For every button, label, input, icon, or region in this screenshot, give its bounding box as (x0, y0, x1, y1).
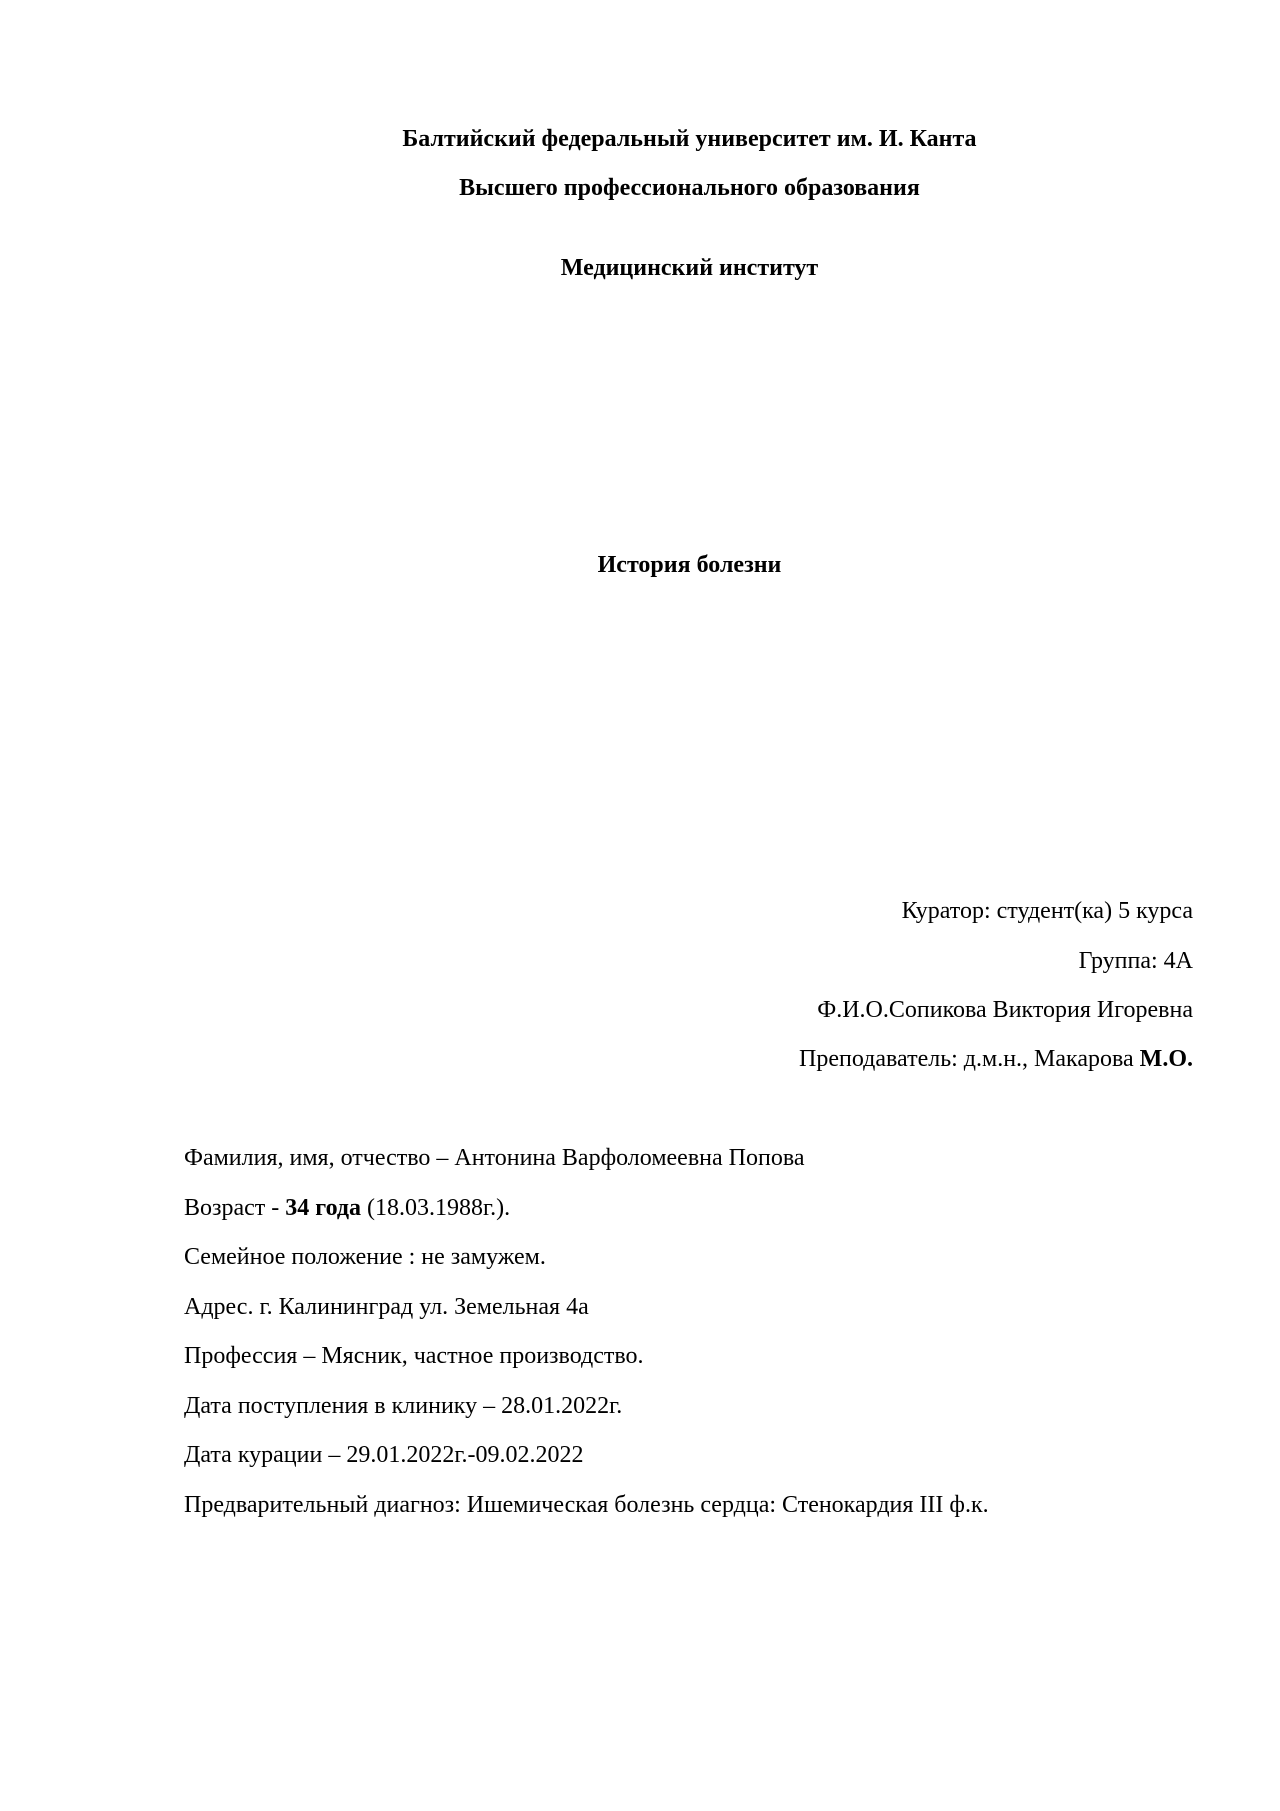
document-title: История болезни (597, 552, 782, 578)
institute-name: Медицинский институт (560, 255, 819, 281)
patient-profession: Профессия – Мясник, частное производство. (184, 1343, 644, 1369)
age-value: 34 года (285, 1195, 362, 1221)
preliminary-diagnosis: Предварительный диагноз: Ишемическая болезнь сердца: Стенокардия III ф.к. (184, 1492, 989, 1518)
teacher-line (799, 1044, 1193, 1074)
curator-line: Куратор: студент(ка) 5 курса (901, 898, 1193, 924)
curator-name: Ф.И.О.Сопикова Виктория Игоревна (817, 997, 1193, 1023)
curation-dates: Дата курации – 29.01.2022г.-09.02.2022 (184, 1442, 584, 1468)
age-prefix: Возраст - (184, 1195, 286, 1221)
university-name: Балтийский федеральный университет им. И. Канта (402, 126, 977, 152)
patient-address: Адрес. г. Калининград ул. Земельная 4а (184, 1294, 589, 1320)
patient-marital: Семейное положение : не замужем. (184, 1244, 546, 1270)
admission-date: Дата поступления в клинику – 28.01.2022г. (184, 1393, 623, 1419)
teacher-prefix: Преподаватель: д.м.н., Макарова (799, 1046, 1140, 1072)
curator-group: Группа: 4А (1078, 948, 1193, 974)
age-suffix: (18.03.1988г.). (361, 1195, 511, 1221)
education-level: Высшего профессионального образования (459, 175, 920, 201)
patient-fio: Фамилия, имя, отчество – Антонина Варфоломеевна Попова (184, 1145, 805, 1171)
patient-age (184, 1193, 510, 1223)
teacher-initials: М.О. (1139, 1046, 1193, 1072)
